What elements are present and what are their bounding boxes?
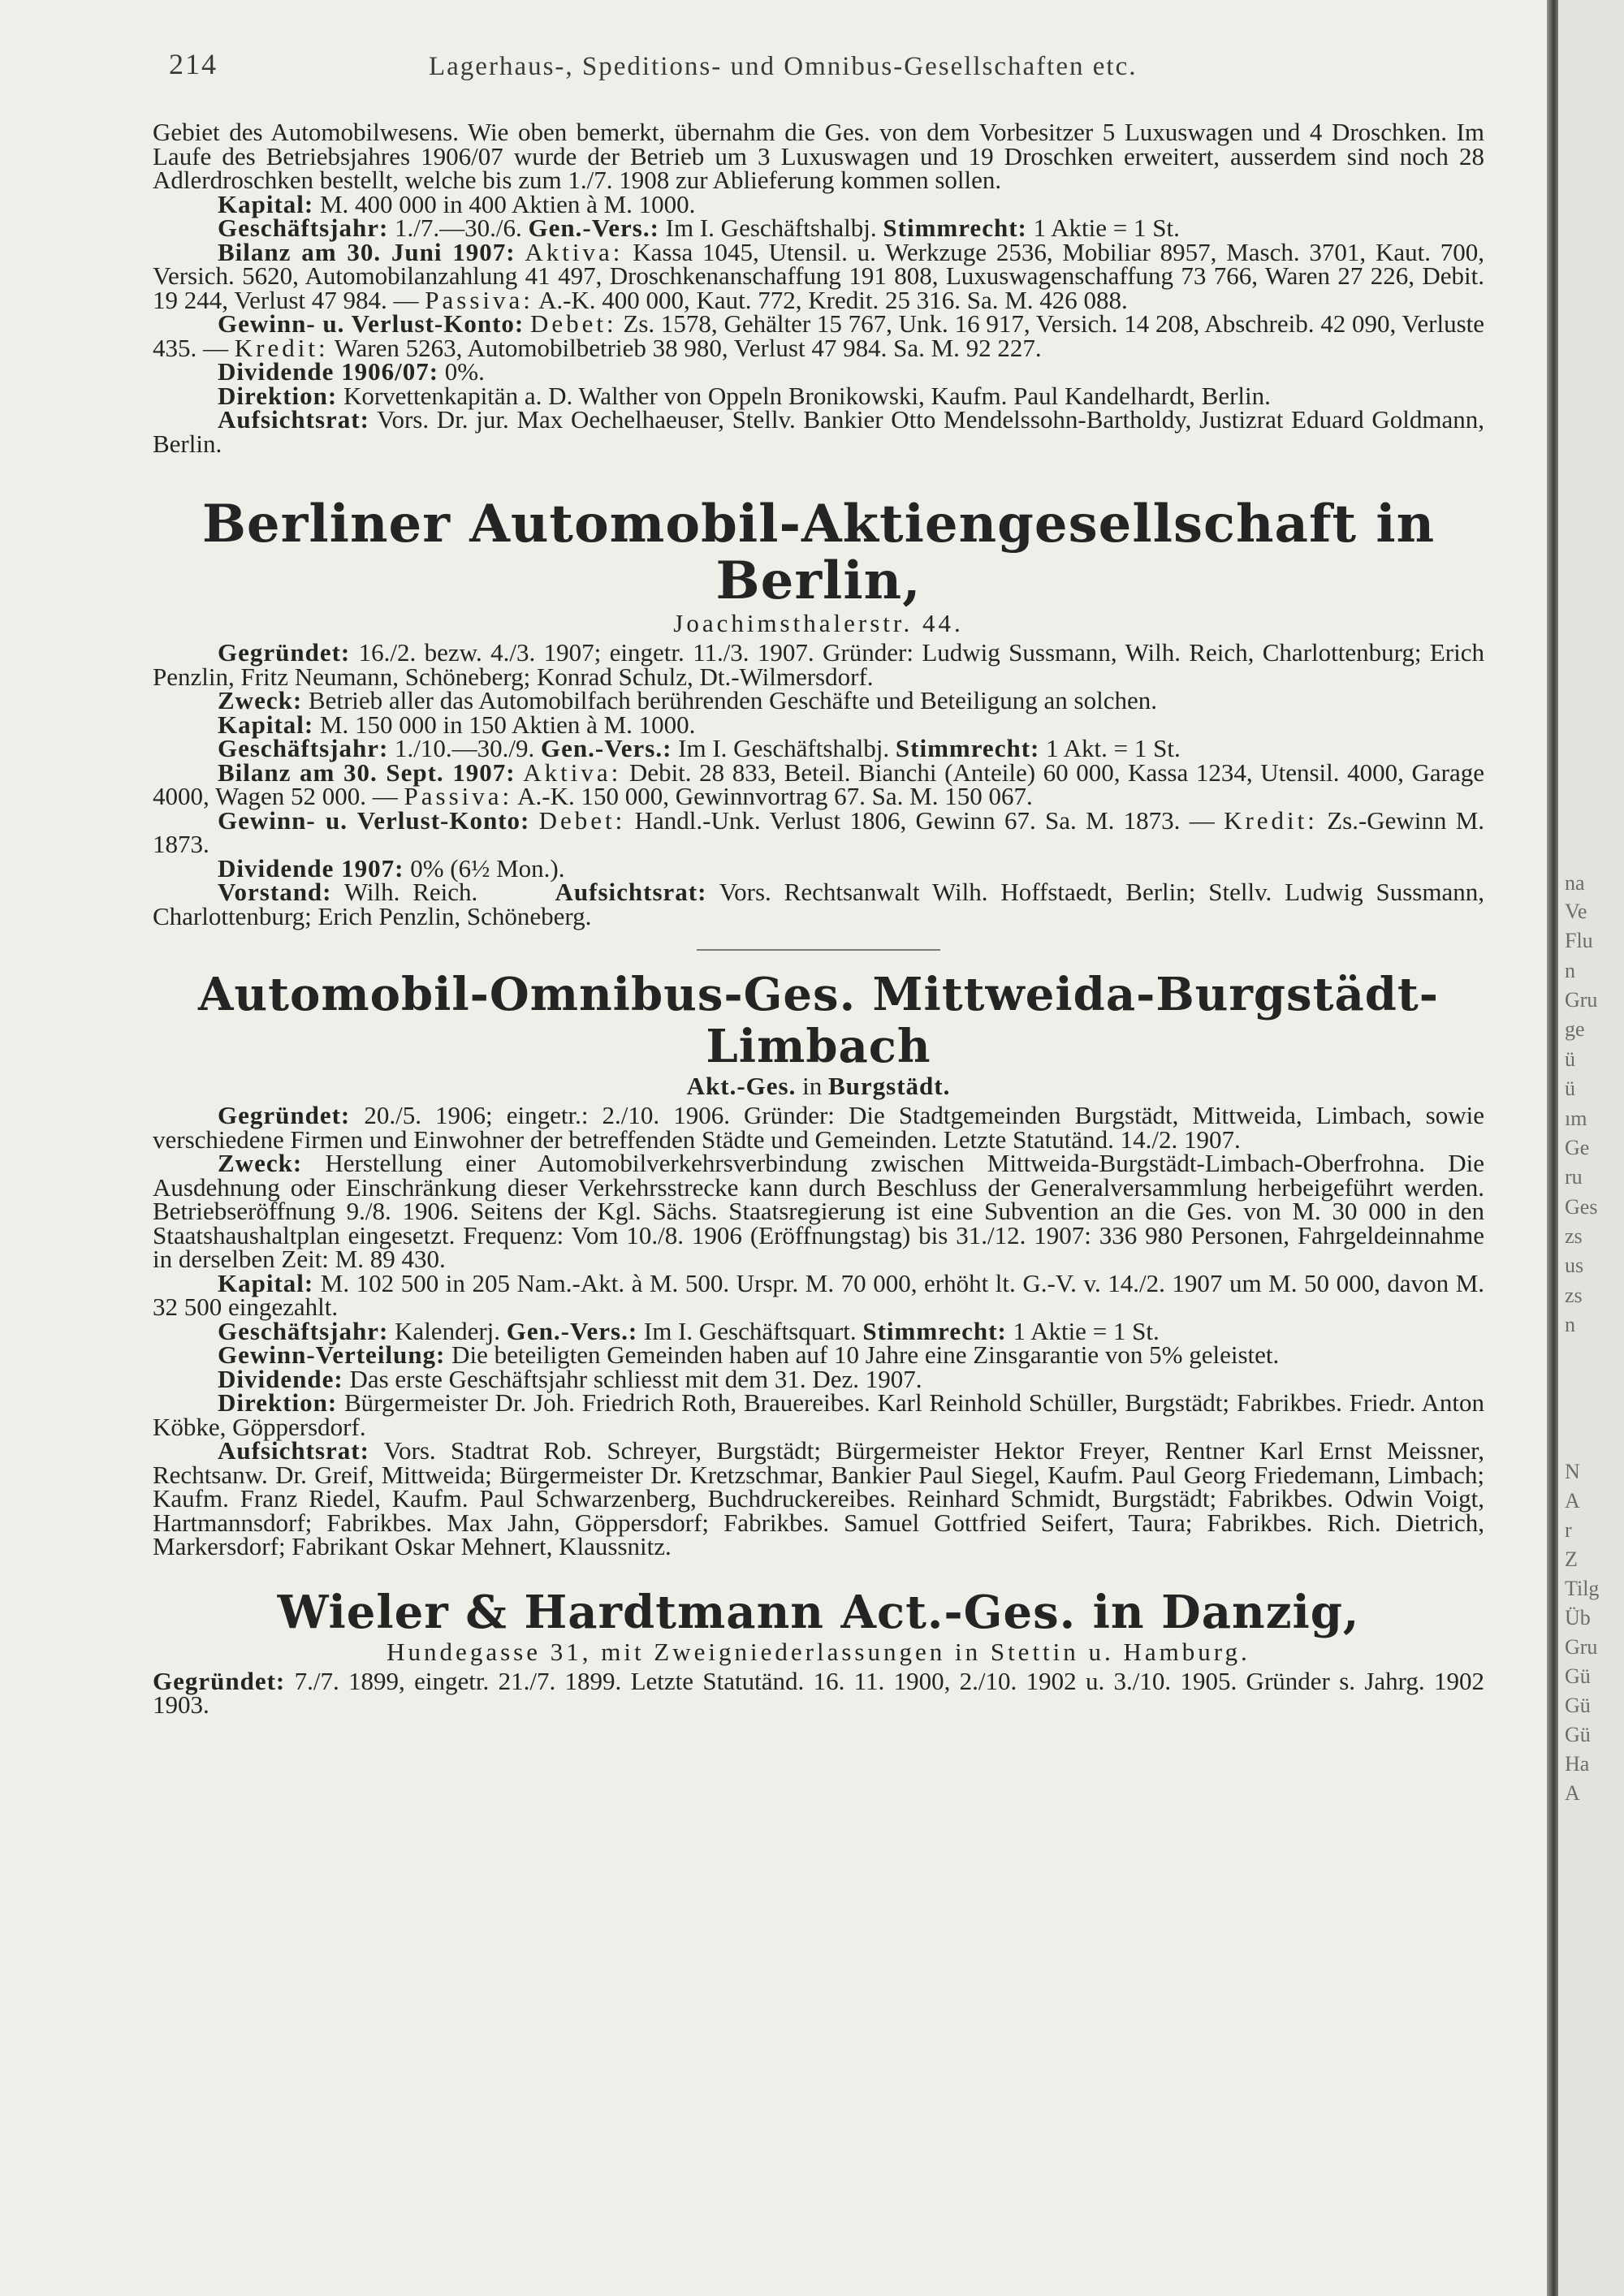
zweck-label: Zweck: [218,686,303,714]
bilanz-entry [153,757,1485,810]
geschaeftsjahr-entry [153,1316,1484,1345]
bilanz-entry [153,237,1484,314]
margin-fragment: A [1565,1489,1580,1513]
page-content [153,120,1484,1717]
ar-text: Vors. Dr. jur. Max Oechelhaeuser, Stellv. Bankier Otto Mendelssohn-Bartholdy, Justizrat Eduard Goldmann, Berlin. [153,405,1484,458]
stimm-label: Stimmrecht: [883,214,1027,242]
gj-label: Geschäftsjahr: [218,1316,389,1345]
gv-label: Gen.-Vers.: [528,214,659,242]
guv-label: Gewinn- u. Verlust-Konto: [218,309,525,338]
margin-fragment: zs [1565,1224,1583,1248]
gj-text: Kalenderj. [395,1316,501,1345]
gv-label: Gen.-Vers.: [541,734,672,762]
div-text: 0% (6½ Mon.). [410,853,565,883]
zweck-text: Herstellung einer Automobilverkehrsverbindung zwischen Mittweida-Burgstädt-Limbach-Oberfrohna. Die Ausdehnung oder Einschränkung dieser Verkehrsstrecke kann durch Beschluss der Generalversammlung herbeigeführt werden. Betriebseröffnung 9./8. 1906. Seitens der Kgl. Sächs. Staatsregierung ist eine Subvention an die Ges. von M. 30 000 in den Staatshaushaltplan eingesetzt. Frequenz: Vom 10./8. 1906 (Eröffnungstag) bis 31./12. 1907: 336 980 Personen, Fahrgeldeinnahme in derselben Zeit: M. 89 430. [153,1149,1484,1273]
gj-label: Geschäftsjahr: [218,214,389,242]
section-continuation [153,118,1485,458]
margin-fragment: Ges [1565,1195,1598,1219]
margin-fragment: Ve [1565,900,1587,923]
subtitle-in: in [802,1072,823,1100]
stimm-text: 1 Aktie = 1 St. [1013,1316,1160,1345]
gv-text: Im I. Geschäftshalbj. [665,214,877,242]
guv-entry [153,805,1485,858]
passiva-label: Passiva: [404,782,513,810]
company-title: Automobil-Omnibus-Ges. Mittweida-Burgstädt-Limbach [197,968,1439,1073]
section-divider [697,949,940,951]
bilanz-aktiva: Kassa 1045, Utensil. u. Werkzuge 2536, Mobiliar 8957, Masch. 3701, Kaut. 700, Versich. 5620, Automobilanzahlung 41 497, Droschkenanschaffung 191 808, Luxuswagenschaffung 73 766, Waren 27 226, Debit. 19 244, Verlust 47 984. — [153,237,1484,314]
dividende-entry [153,853,1484,883]
bilanz-passiva: A.-K. 400 000, Kaut. 772, Kredit. 25 316. Sa. M. 426 088. [538,285,1128,314]
dir-text: Korvettenkapitän a. D. Walther von Oppeln Bronikowski, Kaufm. Paul Kandelhardt, Berlin. [343,381,1271,410]
dividende-entry [153,357,1484,386]
geschaeftsjahr-entry [153,736,1484,761]
margin-fragment: n [1565,959,1575,982]
section-wieler-hardtmann [153,1586,1484,1717]
margin-fragment: Ha [1565,1752,1590,1776]
page-number: 214 [169,48,218,80]
stimm-text: 1 Akt. = 1 St. [1046,734,1181,762]
margin-fragment: ü [1565,1077,1575,1100]
guv-debet: Zs. 1578, Gehälter 15 767, Unk. 16 917, Versich. 14 208, Abschreib. 42 090, Verluste 435. — [153,309,1485,362]
margin-fragment: Flu [1565,929,1593,952]
kapital-text: M. 150 000 in 150 Aktien à M. 1000. [319,710,696,739]
gegruendet-entry [153,638,1484,691]
margin-fragment: Z [1565,1547,1578,1571]
kredit-label: Kredit: [234,333,329,362]
margin-fragment: ü [1565,1047,1575,1071]
guv-label: Gewinn- u. Verlust-Konto: [218,805,530,835]
margin-fragment: Tilg [1565,1577,1600,1600]
vorstand-label: Vorstand: [218,878,332,906]
gv2-label: Gewinn-Verteilung: [218,1340,446,1369]
company-title: Wieler & Hardtmann Act.-Ges. in Danzig, [277,1585,1360,1639]
company-title: Berliner Automobil-Aktiengesellschaft in Berlin, [201,494,1436,611]
dir-text: Bürgermeister Dr. Joh. Friedrich Roth, Brauereibes. Karl Reinhold Schüller, Burgstädt; Fabrikbes. Friedr. Anton Köbke, Göppersdorf. [153,1388,1484,1441]
bilanz-label: Bilanz am 30. Sept. 1907: [218,757,516,787]
margin-fragment: zs [1565,1284,1583,1307]
aktiva-label: Aktiva: [523,757,622,787]
gv-label: Gen.-Vers.: [506,1316,638,1345]
guv-kredit: Zs.-Gewinn M. 1873. [153,805,1485,858]
intro-paragraph: Gebiet des Automobilwesens. Wie oben bemerkt, übernahm die Ges. von dem Vorbesitzer 5 Luxuswagen und 4 Droschken. Im Laufe des Betriebsjahres 1906/07 wurde der Betrieb um 3 Luxuswagen und 19 Droschken erweitert, ausserdem sind noch 28 Adlerdroschken bestellt, welche bis zum 1./7. 1908 zur Ablieferung kommen sollen. [153,118,1484,194]
zweck-label: Zweck: [218,1149,303,1177]
section-berliner-automobil [153,496,1484,951]
guv-kredit: Waren 5263, Automobilbetrieb 38 980, Verlust 47 984. Sa. M. 92 227. [334,333,1042,362]
kapital-entry [153,1268,1485,1321]
bilanz-aktiva: Debit. 28 833, Beteil. Bianchi (Anteile) 60 000, Kassa 1234, Utensil. 4000, Garage 4000, Wagen 52 000. — [153,757,1485,810]
zweck-text: Betrieb aller das Automobilfach berührenden Geschäfte und Beteiligung an solchen. [308,686,1157,714]
subtitle-place: Burgstädt. [827,1072,951,1100]
zweck-entry [153,1151,1484,1271]
bilanz-passiva: A.-K. 150 000, Gewinnvortrag 67. Sa. M. 150 067. [517,782,1033,810]
ar-label: Aufsichtsrat: [555,878,707,906]
stimm-label: Stimmrecht: [895,734,1040,762]
gegr-text: 16./2. bezw. 4./3. 1907; eingetr. 11./3. 1907. Gründer: Ludwig Sussmann, Wilh. Reich, Charlottenburg; Erich Penzlin, Fritz Neumann, Schöneberg; Konrad Schulz, Dt.-Wilmersdorf. [153,638,1484,691]
margin-fragment: na [1565,871,1585,895]
dividende-entry [153,1364,1484,1393]
ar-text: Vors. Rechtsanwalt Wilh. Hoffstaedt, Berlin; Stellv. Ludwig Sussmann, Charlottenburg; Erich Penzlin, Schöneberg. [153,878,1484,930]
margin-fragment: ru [1565,1165,1583,1189]
vorstand-entry [153,880,1484,928]
gegr-label: Gegründet: [218,1101,351,1129]
debet-label: Debet: [538,805,626,835]
section-automobil-omnibus [153,969,1484,1559]
direktion-entry [153,381,1484,410]
kredit-label: Kredit: [1224,805,1318,835]
margin-fragment: Gru [1565,1635,1598,1659]
dir-label: Direktion: [218,1388,338,1417]
company-address: Joachimsthalerstr. 44. [673,609,964,637]
zweck-entry [153,688,1484,713]
running-title: Lagerhaus-, Speditions- und Omnibus-Gesellschaften etc. [429,52,1138,81]
aufsichtsrat-entry [153,1436,1484,1560]
adjacent-page-edge [1558,0,1624,2296]
gewinnverteilung-entry [153,1340,1484,1369]
ar-text: Vors. Stadtrat Rob. Schreyer, Burgstädt; Bürgermeister Hektor Freyer, Rentner Karl Ernst Meissner, Rechtsanw. Dr. Greif, Mittweida; Bürgermeister Dr. Kretzschmar, Bankier Paul Siegel, Kaufm. Paul Georg Friedemann, Limbach; Kaufm. Franz Riedel, Kaufm. Paul Schwarzenberg, Buchdruckereibes. Reinhard Schmidt, Burgstädt; Fabrikbes. Odwin Voigt, Hartmannsdorf; Fabrikbes. Max Jahn, Göppersdorf; Fabrikbes. Samuel Gottfried Seifert, Taura; Fabrikbes. Rich. Dietrich, Markersdorf; Fabrikant Oskar Mehnert, Klaussnitz. [153,1436,1484,1560]
dir-label: Direktion: [218,381,338,410]
div-text: Das erste Geschäftsjahr schliesst mit dem 31. Dez. 1907. [349,1364,922,1393]
kapital-entry [153,710,1484,739]
margin-fragment: ım [1565,1107,1587,1130]
gegruendet-entry [153,1101,1484,1154]
bilanz-label: Bilanz am 30. Juni 1907: [218,237,516,266]
guv-entry [153,309,1485,362]
aufsichtsrat-entry [153,405,1484,458]
div-label: Dividende 1906/07: [218,357,439,386]
gv-text: Im I. Geschäftshalbj. [678,734,890,762]
gegr-text: 7./7. 1899, eingetr. 21./7. 1899. Letzte Statutänd. 16. 11. 1900, 2./10. 1902 u. 3./10. 1905. Gründer s. Jahrg. 1902 1903. [153,1666,1485,1719]
margin-fragment: N [1565,1460,1580,1483]
margin-fragment: Gü [1565,1694,1591,1717]
subtitle-akt-ges: Akt.-Ges. [686,1072,797,1100]
kapital-label: Kapital: [218,1268,314,1297]
margin-fragment: A [1565,1781,1580,1805]
margin-fragment: ge [1565,1017,1585,1041]
company-address: Hundegasse 31, mit Zweigniederlassungen in Stettin u. Hamburg. [387,1637,1250,1666]
gegr-label: Gegründet: [153,1666,286,1695]
margin-fragment: n [1565,1313,1575,1336]
kapital-entry [153,189,1484,218]
margin-fragment: Ge [1565,1136,1590,1159]
margin-fragment: Gü [1565,1664,1591,1688]
vorstand-text: Wilh. Reich. [343,878,478,906]
book-spine [1547,0,1558,2296]
ar-label: Aufsichtsrat: [218,1436,369,1465]
ar-label: Aufsichtsrat: [218,405,369,434]
gv2-text: Die beteiligten Gemeinden haben auf 10 Jahre eine Zinsgarantie von 5% geleistet. [451,1340,1280,1369]
geschaeftsjahr-entry [153,216,1484,240]
margin-fragment: Gru [1565,988,1598,1012]
margin-fragment: us [1565,1254,1584,1277]
kapital-label: Kapital: [218,710,314,739]
gv-text: Im I. Geschäftsquart. [643,1316,857,1345]
aktiva-label: Aktiva: [525,237,624,266]
passiva-label: Passiva: [425,285,533,314]
debet-label: Debet: [530,309,617,338]
margin-fragment: r [1565,1518,1572,1542]
gegruendet-entry [153,1666,1485,1719]
div-label: Dividende 1907: [218,853,404,883]
direktion-entry [153,1388,1484,1441]
page-header [169,47,1549,80]
gj-text: 1./7.—30./6. [395,214,522,242]
margin-fragment: Gü [1565,1723,1591,1746]
div-label: Dividende: [218,1364,343,1393]
company-subtitle [153,1072,1484,1100]
gj-label: Geschäftsjahr: [218,734,389,762]
stimm-label: Stimmrecht: [862,1316,1007,1345]
margin-fragment: Üb [1565,1606,1591,1629]
guv-debet: Handl.-Unk. Verlust 1806, Gewinn 67. Sa. M. 1873. — [634,805,1215,835]
gj-text: 1./10.—30./9. [395,734,535,762]
gegr-text: 20./5. 1906; eingetr.: 2./10. 1906. Gründer: Die Stadtgemeinden Burgstädt, Mittweida, Limbach, sowie verschiedene Firmen und Einwohner der betreffenden Städte und Gemeinden. Letzte Statutänd. 14./2. 1907. [153,1101,1484,1154]
stimm-text: 1 Aktie = 1 St. [1033,214,1180,242]
kapital-text: M. 102 500 in 205 Nam.-Akt. à M. 500. Urspr. M. 70 000, erhöht lt. G.-V. v. 14./2. 1907 um M. 50 000, davon M. 32 500 eingezahlt. [153,1268,1485,1321]
div-text: 0%. [444,357,485,386]
gegr-label: Gegründet: [218,638,351,667]
kapital-text: M. 400 000 in 400 Aktien à M. 1000. [319,189,696,218]
kapital-label: Kapital: [218,189,314,218]
